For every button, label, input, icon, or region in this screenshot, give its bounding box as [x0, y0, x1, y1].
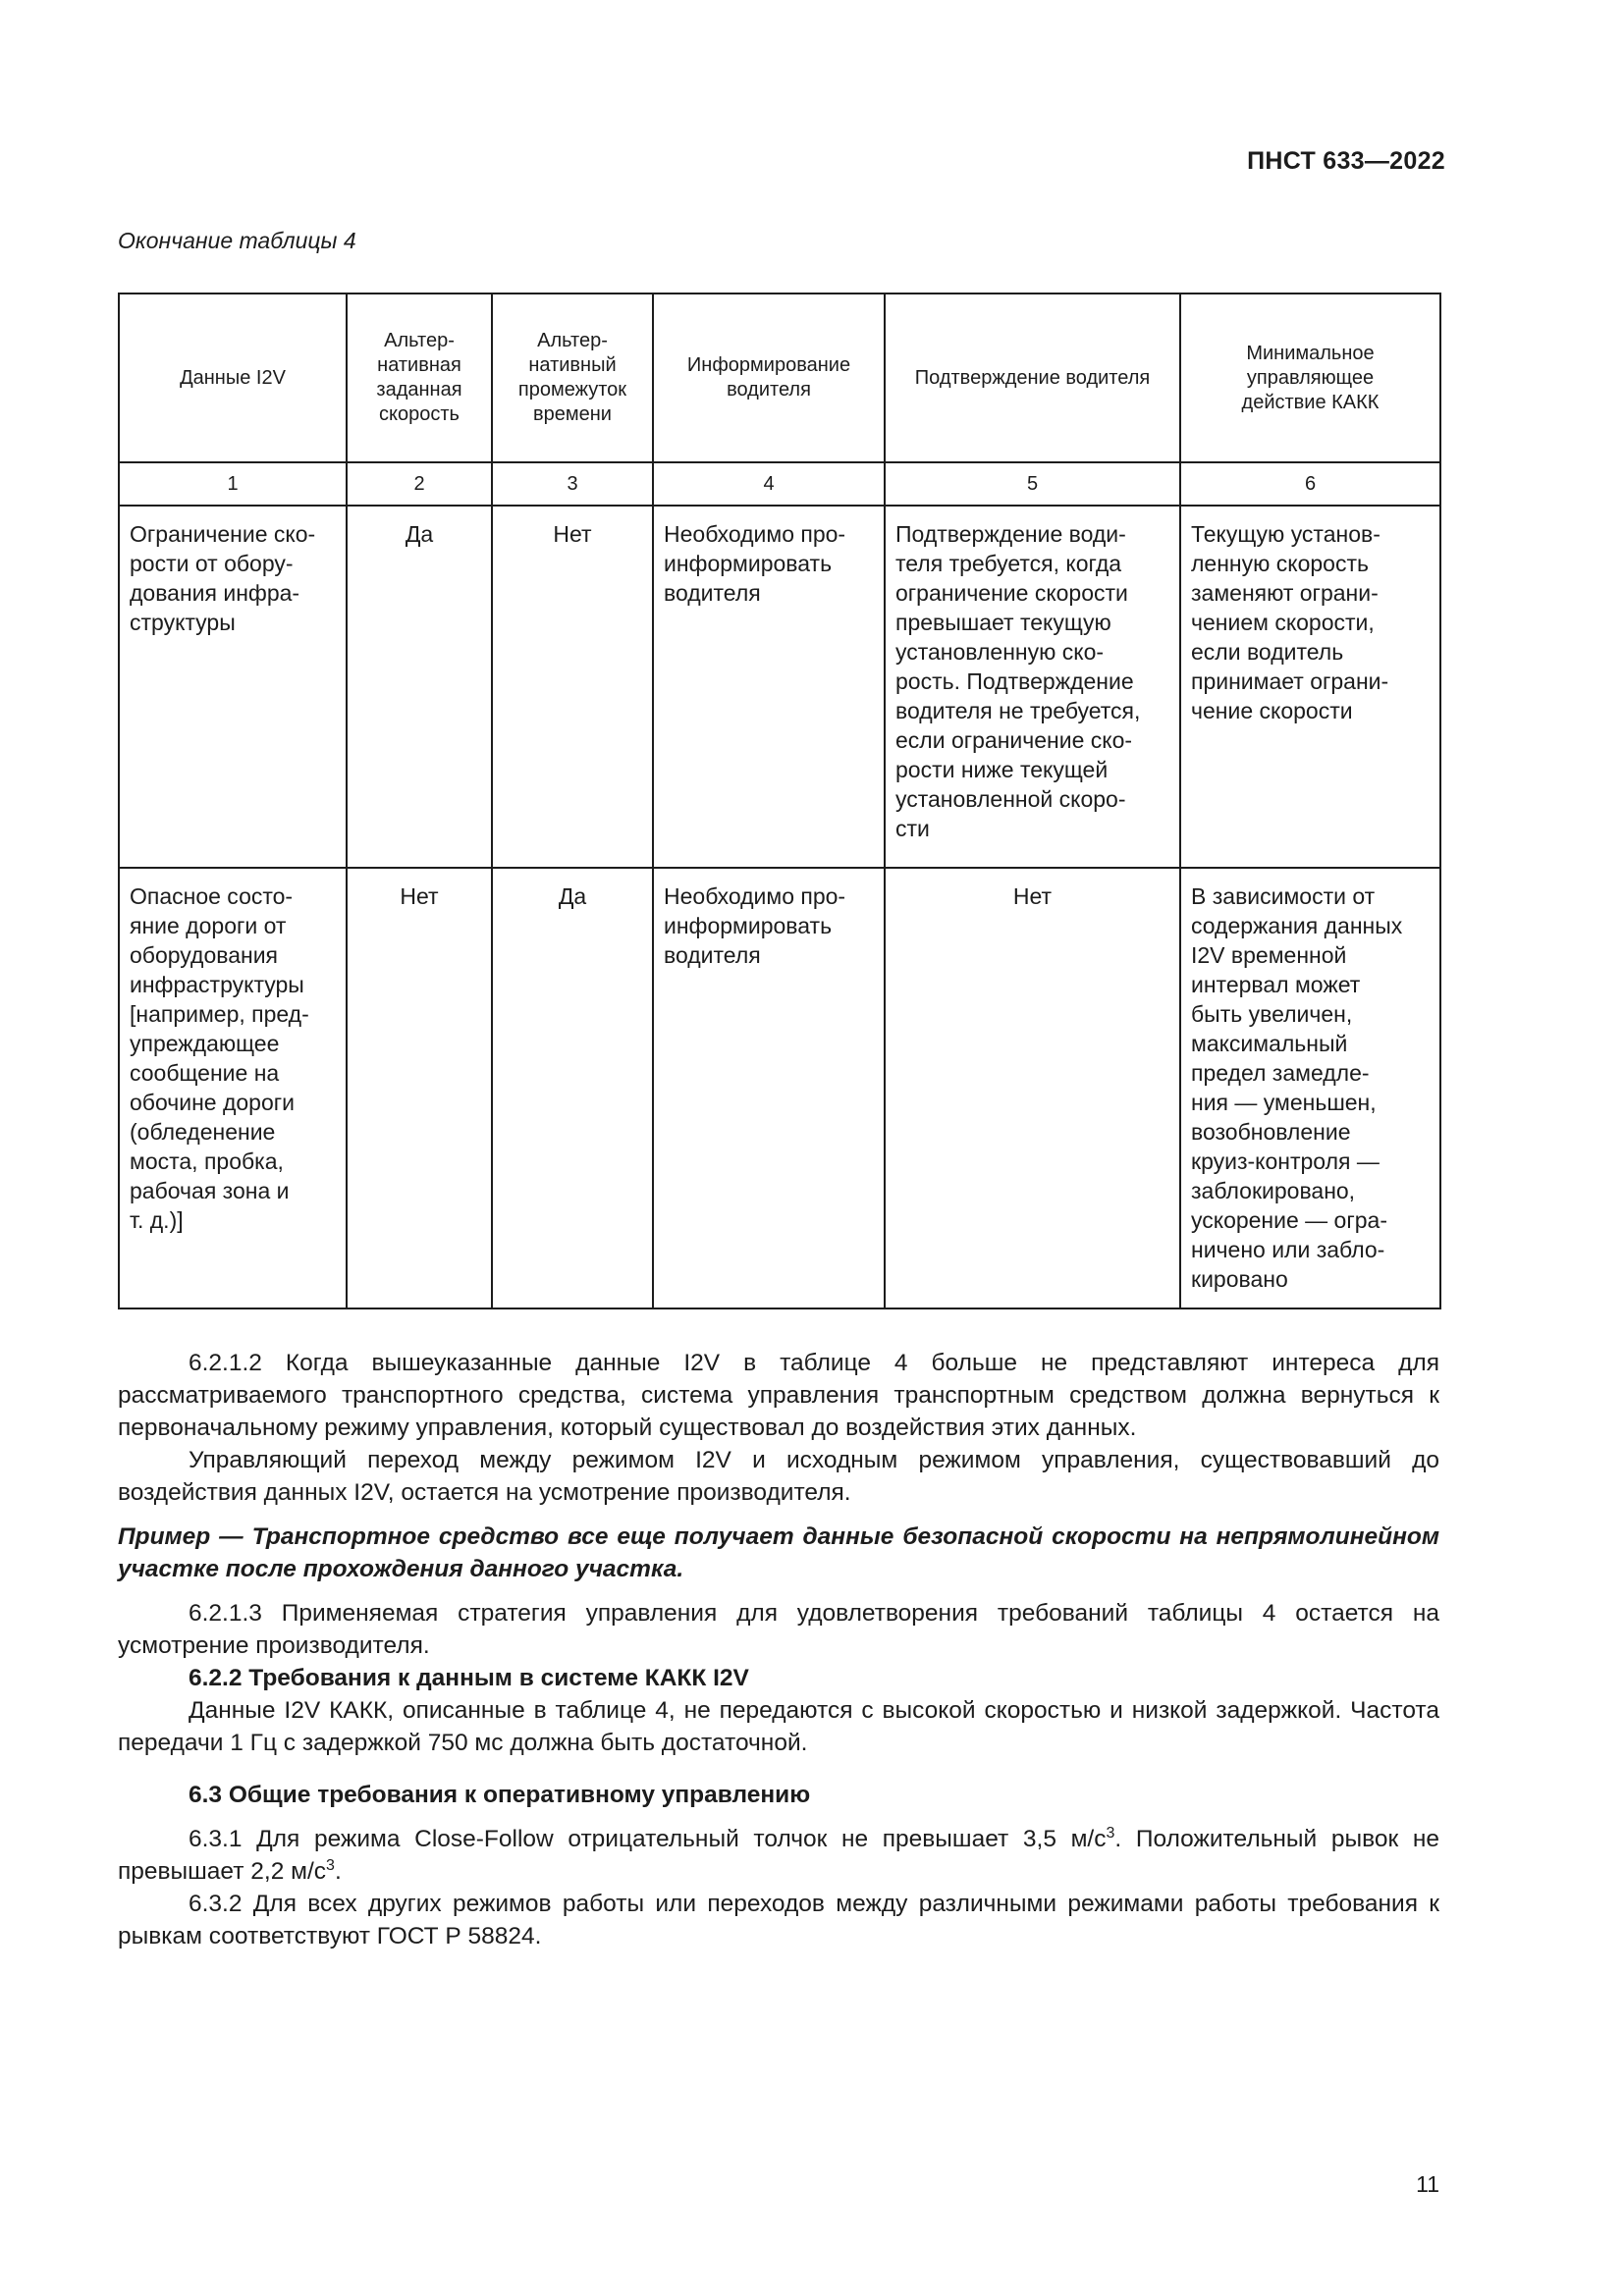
header-cell: Альтер- нативный промежуток времени	[492, 294, 653, 462]
superscript: 3	[326, 1856, 335, 1874]
column-number: 5	[885, 462, 1180, 506]
superscript: 3	[1106, 1824, 1115, 1842]
text-run: .	[334, 1858, 342, 1885]
table-row	[119, 506, 1440, 868]
table-cell: Ограничение ско- рости от обору- дования инфра- структуры	[119, 506, 347, 868]
table-cell: Необходимо про- информировать водителя	[653, 506, 885, 868]
column-number-row	[119, 462, 1440, 506]
paragraph-transition: Управляющий переход между режимом I2V и исходным режимом управления, существовавший до воздействия данных I2V, остается на усмотрение производителя.	[118, 1447, 1439, 1506]
document-code: ПНСТ 633—2022	[1247, 147, 1445, 175]
column-number: 6	[1180, 462, 1440, 506]
table-cell: Необходимо про- информировать водителя	[653, 868, 885, 1308]
table-4	[118, 293, 1441, 1309]
header-cell: Альтер- нативная заданная скорость	[347, 294, 492, 462]
column-number: 2	[347, 462, 492, 506]
body-text	[118, 1347, 1439, 1952]
header-cell: Данные I2V	[119, 294, 347, 462]
table-cell: Опасное состо- яние дороги от оборудования инфраструктуры [например, пред- упреждающее сообщение на обочине дороги (обледенение моста, пробка, рабочая зона и т. д.)]	[119, 868, 347, 1308]
table-cell: Нет	[347, 868, 492, 1308]
table-cell: Нет	[492, 506, 653, 868]
paragraph-6-3-1	[118, 1823, 1439, 1888]
heading-6-3: 6.3 Общие требования к оперативному управлению	[189, 1782, 811, 1808]
table-cell: Текущую установ- ленную скорость заменяют ограни- чением скорости, если водитель принимает ограни- чение скорости	[1180, 506, 1440, 868]
table-cell: Да	[347, 506, 492, 868]
heading-6-2-2: 6.2.2 Требования к данным в системе КАКК I2V	[189, 1665, 749, 1691]
text-run: 6.3.1 Для режима Close-Follow отрицательный толчок не превышает 3,5 м/с	[189, 1826, 1107, 1852]
table-cell: Подтверждение води- теля требуется, когда ограничение скорости превышает текущую установленную ско- рость. Подтверждение водителя не требуется, если ограничение ско- рости ниже текущей установленной скоро- сти	[885, 506, 1180, 868]
column-number: 3	[492, 462, 653, 506]
table-cell: В зависимости от содержания данных I2V временной интервал может быть увеличен, максимальный предел замедле- ния — уменьшен, возобновление круиз-контроля — заблокировано, ускорение — огра- ничено или забло- кировано	[1180, 868, 1440, 1308]
column-number: 4	[653, 462, 885, 506]
page-number: 11	[1416, 2171, 1439, 2197]
table-row	[119, 868, 1440, 1308]
paragraph-6-2-2: Данные I2V КАКК, описанные в таблице 4, не передаются с высокой скоростью и низкой задержкой. Частота передачи 1 Гц с задержкой 750 мс должна быть достаточной.	[118, 1697, 1439, 1756]
header-cell: Информирование водителя	[653, 294, 885, 462]
paragraph-6-2-1-2: 6.2.1.2 Когда вышеуказанные данные I2V в таблице 4 больше не представляют интереса для рассматриваемого транспортного средства, система управления транспортным средством должна вернуться к первоначальному режиму управления, который существовал до воздействия этих данных.	[118, 1350, 1439, 1441]
paragraph-6-2-1-3: 6.2.1.3 Применяемая стратегия управления для удовлетворения требований таблицы 4 остается на усмотрение производителя.	[118, 1600, 1439, 1659]
header-cell: Подтверждение водителя	[885, 294, 1180, 462]
table-caption: Окончание таблицы 4	[118, 228, 356, 253]
header-cell: Минимальное управляющее действие КАКК	[1180, 294, 1440, 462]
table-cell: Нет	[885, 868, 1180, 1308]
text-run: . Положительный рывок не превышает 2,2 м/с	[118, 1826, 1439, 1885]
table-header-row	[119, 294, 1440, 462]
paragraph-6-3-2: 6.3.2 Для всех других режимов работы или переходов между различными режимами работы требования к рывкам соответствуют ГОСТ Р 58824.	[118, 1891, 1439, 1949]
table-cell: Да	[492, 868, 653, 1308]
example-note: Пример — Транспортное средство все еще получает данные безопасной скорости на непрямолинейном участке после прохождения данного участка.	[118, 1523, 1439, 1582]
column-number: 1	[119, 462, 347, 506]
